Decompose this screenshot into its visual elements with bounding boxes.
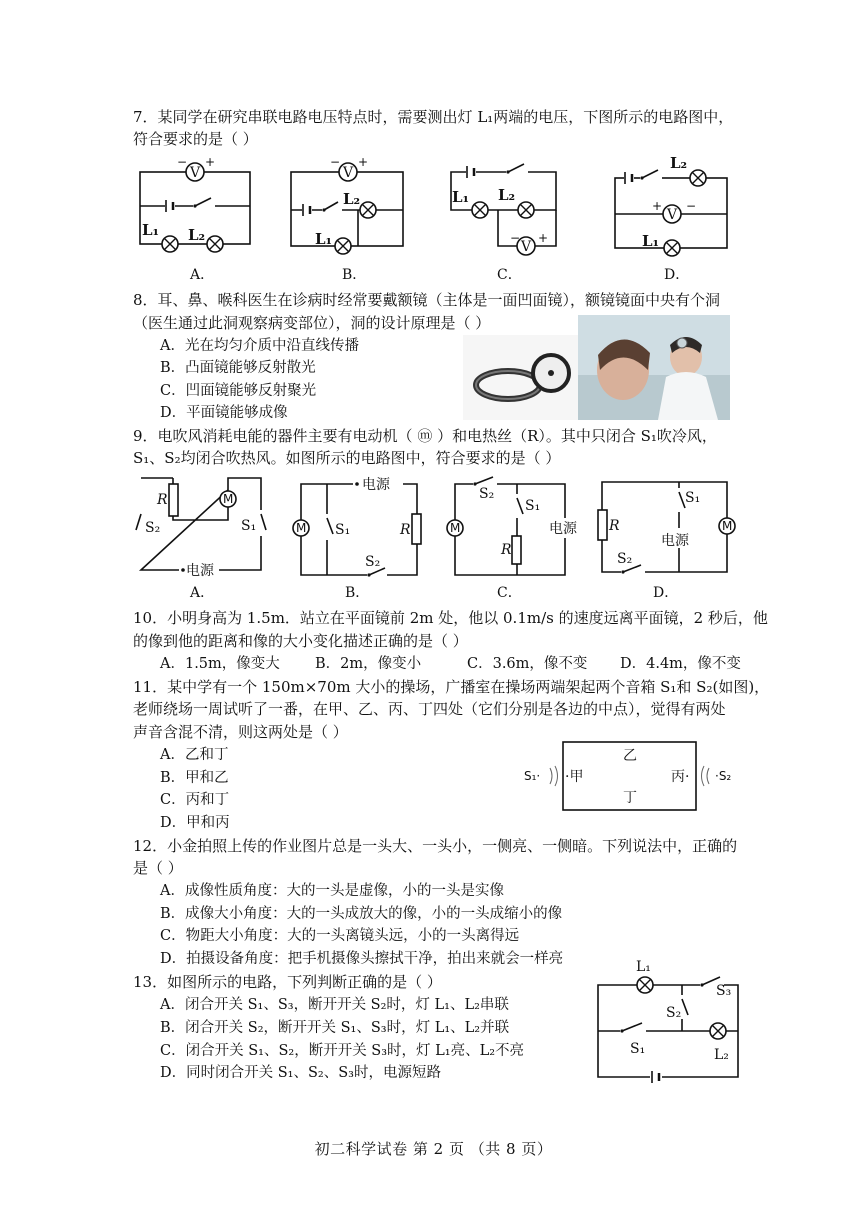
svg-text:M: M <box>223 492 234 506</box>
svg-text:R: R <box>400 522 411 538</box>
svg-text:L₂: L₂ <box>498 186 516 204</box>
q13-option-b: B．闭合开关 S₂，断开开关 S₁、S₃时，灯 L₁、L₂并联 <box>160 1020 510 1036</box>
svg-text:−: − <box>510 231 521 245</box>
doctor-examining-patient-photo <box>578 315 730 420</box>
q12-stem-line1: 12．小金拍照上传的作业图片总是一头大、一头小，一侧亮、一侧暗。下列说法中，正确的 <box>133 837 738 855</box>
q9-circuit-b <box>287 470 427 585</box>
q9-caption-d: D． <box>653 585 679 601</box>
q11-stem-line1: 11．某中学有一个 150m×70m 大小的操场，广播室在操场两端架起两个音箱 S₁和 S₂(如图)， <box>133 678 770 696</box>
q8-option-a: A．光在均匀介质中沿直线传播 <box>160 338 359 354</box>
svg-text:丙·: 丙· <box>671 769 690 785</box>
q8-option-b: B．凸面镜能够反射散光 <box>160 360 316 376</box>
svg-text:R: R <box>157 492 168 508</box>
svg-text:电源: 电源 <box>661 533 689 549</box>
q12-stem-line2: 是（ ） <box>133 859 183 877</box>
svg-text:L₂: L₂ <box>343 190 361 208</box>
svg-text:S₂: S₂ <box>145 520 161 536</box>
page-footer: 初二科学试卷 第 2 页 （共 8 页） <box>314 1140 553 1158</box>
svg-text:V: V <box>521 239 532 255</box>
q11-option-a: A．乙和丁 <box>160 747 229 763</box>
svg-text:+: + <box>205 155 216 169</box>
q7-circuit-c <box>446 158 571 258</box>
q10-stem-line1: 10．小明身高为 1.5m．站立在平面镜前 2m 处，他以 0.1m/s 的速度远离平面镜，2 秒后，他 <box>133 609 768 627</box>
q7-caption-b: B． <box>342 267 367 283</box>
q10-option-a: A．1.5m，像变大 <box>160 656 280 672</box>
svg-text:S₁: S₁ <box>335 522 351 538</box>
q11-stem-line2: 老师绕场一周试听了一番，在甲、乙、丙、丁四处（它们分别是各边的中点），觉得有两处 <box>133 700 726 718</box>
q8-stem-line2: （医生通过此洞观察病变部位），洞的设计原理是（ ） <box>133 314 491 332</box>
q7-stem-line1: 7．某同学在研究串联电路电压特点时，需要测出灯 L₁两端的电压，下图所示的电路图中， <box>133 108 734 126</box>
q11-option-c: C．丙和丁 <box>160 792 230 808</box>
q7-circuit-b <box>288 155 413 258</box>
svg-text:L₂: L₂ <box>188 226 206 244</box>
svg-text:S₁: S₁ <box>525 498 541 514</box>
q9-caption-b: B． <box>345 585 370 601</box>
q10-option-d: D．4.4m，像不变 <box>620 656 741 672</box>
svg-text:电源: 电源 <box>362 477 390 493</box>
svg-text:L₁: L₁ <box>636 959 651 975</box>
q13-stem-line1: 13．如图所示的电路，下列判断正确的是（ ） <box>133 973 442 991</box>
svg-text:L₂: L₂ <box>714 1047 729 1063</box>
q7-caption-a: A． <box>190 267 215 283</box>
q7-circuit-d <box>612 154 737 258</box>
svg-text:S₁: S₁ <box>630 1041 646 1057</box>
svg-text:−: − <box>177 155 188 169</box>
svg-text:M: M <box>450 521 461 535</box>
svg-text:−: − <box>330 155 341 169</box>
q11-option-d: D．甲和丙 <box>160 815 230 831</box>
svg-text:丁: 丁 <box>623 790 637 806</box>
q7-circuit-a <box>135 155 260 258</box>
q8-stem-line1: 8．耳、鼻、喉科医生在诊病时经常要戴额镜（主体是一面凹面镜），额镜镜面中央有个洞 <box>133 291 721 309</box>
q9-circuit-d <box>597 470 742 585</box>
q10-option-b: B．2m，像变小 <box>315 656 422 672</box>
q10-stem-line2: 的像到他的距离和像的大小变化描述正确的是（ ） <box>133 632 468 650</box>
q9-circuit-c <box>445 470 585 585</box>
q12-option-b: B．成像大小角度：大的一头成放大的像，小的一头成缩小的像 <box>160 906 563 922</box>
svg-text:S₂: S₂ <box>479 486 495 502</box>
svg-text:L₁: L₁ <box>452 188 470 206</box>
svg-text:S₂: S₂ <box>666 1005 682 1021</box>
head-mirror-image <box>463 335 578 420</box>
svg-text:L₂: L₂ <box>670 154 688 172</box>
q13-option-d: D．同时闭合开关 S₁、S₂、S₃时，电源短路 <box>160 1065 441 1081</box>
q7-stem-line2: 符合要求的是（ ） <box>133 130 258 148</box>
svg-text:−: − <box>686 199 697 213</box>
sound-wave-icon <box>702 766 710 786</box>
svg-text:S₁·: S₁· <box>524 769 541 783</box>
svg-text:V: V <box>190 165 201 181</box>
svg-text:乙: 乙 <box>623 748 637 764</box>
q8-option-d: D．平面镜能够成像 <box>160 405 288 421</box>
svg-text:+: + <box>652 199 663 213</box>
q12-option-d: D．拍摄设备角度：把手机摄像头擦拭干净，拍出来就会一样亮 <box>160 951 564 967</box>
svg-text:+: + <box>358 155 369 169</box>
svg-text:+: + <box>538 231 549 245</box>
playground-diagram <box>520 738 740 813</box>
q13-circuit <box>590 955 750 1085</box>
q7-caption-d: D． <box>664 267 690 283</box>
q9-caption-a: A． <box>190 585 215 601</box>
svg-text:电源: 电源 <box>186 563 214 579</box>
svg-text:电源: 电源 <box>549 521 577 537</box>
svg-text:S₁: S₁ <box>241 518 257 534</box>
q12-option-c: C．物距大小角度：大的一头离镜头远，小的一头离得远 <box>160 928 520 944</box>
svg-text:M: M <box>296 521 307 535</box>
svg-text:V: V <box>343 165 354 181</box>
q9-caption-c: C． <box>497 585 522 601</box>
q13-option-a: A．闭合开关 S₁、S₃，断开开关 S₂时，灯 L₁、L₂串联 <box>160 997 509 1013</box>
q9-stem-line1: 9．电吹风消耗电能的器件主要有电动机（ ⓜ ）和电热丝（R）。其中只闭合 S₁吹冷风， <box>133 427 717 445</box>
q13-option-c: C．闭合开关 S₁、S₂，断开开关 S₃时，灯 L₁亮、L₂不亮 <box>160 1043 525 1059</box>
svg-text:L₁: L₁ <box>315 230 333 248</box>
q7-caption-c: C． <box>497 267 522 283</box>
svg-text:V: V <box>667 207 678 223</box>
svg-text:L₁: L₁ <box>642 232 660 250</box>
svg-text:·甲: ·甲 <box>565 769 584 785</box>
svg-text:S₃: S₃ <box>716 983 732 999</box>
q9-circuit-a <box>133 470 268 585</box>
svg-text:L₁: L₁ <box>142 221 160 239</box>
sound-wave-icon <box>550 766 558 786</box>
svg-text:S₂: S₂ <box>365 554 381 570</box>
svg-text:S₂: S₂ <box>617 551 633 567</box>
svg-text:R: R <box>501 542 512 558</box>
svg-text:S₁: S₁ <box>685 490 701 506</box>
svg-text:R: R <box>609 518 620 534</box>
q11-option-b: B．甲和乙 <box>160 770 229 786</box>
svg-text:·S₂: ·S₂ <box>715 769 732 783</box>
q12-option-a: A．成像性质角度：大的一头是虚像，小的一头是实像 <box>160 883 504 899</box>
q11-stem-line3: 声音含混不清，则这两处是（ ） <box>133 723 348 741</box>
q9-stem-line2: S₁、S₂均闭合吹热风。如图所示的电路图中，符合要求的是（ ） <box>133 449 561 467</box>
q8-option-c: C．凹面镜能够反射聚光 <box>160 383 317 399</box>
q10-option-c: C．3.6m，像不变 <box>467 656 588 672</box>
svg-text:M: M <box>722 519 733 533</box>
